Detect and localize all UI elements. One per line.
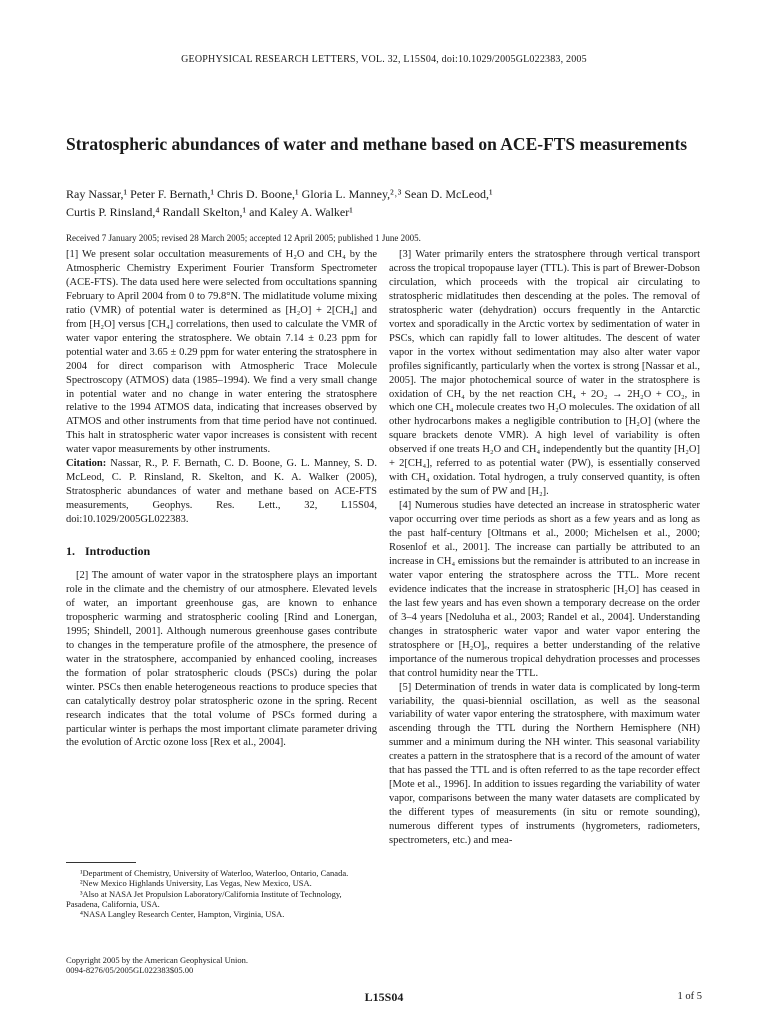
paper-title: Stratospheric abundances of water and methane based on ACE-FTS measurements (66, 134, 688, 154)
paragraph-2: [2] The amount of water vapor in the stratosphere plays an important role in the climate and the chemistry of our atmosphere. Elevated levels of water, an important greenhouse gas, are known to enhance tropospheric warming and stratospheric cooling [Rind and Lonergan, 1995; Shindell, 2001]. Although numerous greenhouse gases contribute to changes in the temperature profile of the atmosphere, the presence of water in the stratosphere, accompanied by enhanced cooling, increases the formation of polar stratospheric clouds (PSCs) during the polar winter. PSCs then enable heterogeneous reactions to produce species that can catalytically destroy polar stratospheric ozone in the spring. Recent research indicates that the total volume of PSCs formed during a particular winter is perhaps the most important climate parameter driving the evolution of Arctic ozone loss [Rex et al., 2004]. (66, 570, 377, 749)
footnote-divider (66, 862, 136, 863)
affiliation-footnotes (66, 868, 377, 919)
running-head: GEOPHYSICAL RESEARCH LETTERS, VOL. 32, L15S04, doi:10.1029/2005GL022383, 2005 (181, 54, 587, 65)
author-line-1: Ray Nassar,¹ Peter F. Bernath,¹ Chris D. Boone,¹ Gloria L. Manney,²˒³ Sean D. McLeod,¹ (66, 187, 493, 201)
footnote: ⁴NASA Langley Research Center, Hampton, Virginia, USA. (80, 909, 285, 920)
right-column (389, 248, 700, 848)
citation (66, 457, 377, 527)
article-code: L15S04 (364, 990, 404, 1004)
copyright-line: Copyright 2005 by the American Geophysical Union. (66, 955, 249, 965)
citation-label: Citation: (66, 458, 107, 470)
paragraph-3: [3] Water primarily enters the stratosphere through vertical transport across the tropical tropopause layer (TTL). This is part of Brewer-Dobson circulation, which proceeds with the tropical air circulating to stratospheric midlatitudes then descending at the poles. The removal of stratospheric water (dehydration) occurs frequently in the Antarctic vortex and sporadically in the Arctic vortex by sedimentation of water in PSCs, which can rapidly fall to lower altitudes. The descent of water vapor in the vortex without sedimentation may also alter water vapor profiles significantly, particularly when the vortex is strong [Nassar et al., 2005]. The major photochemical source of water in the stratosphere is oxidation of CH₄ by the net reaction CH₄ + 2O₂ → 2H₂O + CO₂, in which one CH₄ molecule creates two H₂O molecules. The oxidation of all other hydrocarbons makes a negligible contribution to [H₂O] (where the square brackets denote VMR). A high level of variability is often observed if one treats H₂O and CH₄ independently but the quantity [H₂O] + 2[CH₄], referred to as potential water (PW), is essentially conserved with CH₄ oxidation. Total hydrogen, a truly conserved quantity, is often estimated by the sum of PW and [H₂]. (389, 249, 700, 498)
section-heading (66, 545, 377, 559)
footnote: ³Also at NASA Jet Propulsion Laboratory/California Institute of Technology, Pasadena, California, USA. (66, 888, 342, 909)
footnote: ¹Department of Chemistry, University of Waterloo, Waterloo, Ontario, Canada. (80, 868, 349, 878)
section-number: 1. (66, 544, 75, 559)
paragraph-4: [4] Numerous studies have detected an increase in stratospheric water vapor occurring over time periods as short as a few years and as long as the past half-century [Oltmans et al., 2000; Michelsen et al., 2000; Rosenlof et al., 2001]. The increase can partially be attributed to an increase in CH₄ emissions but the remainder is attributed to an increase in water vapor entering the stratosphere across the TTL. More recent evidence indicates that the increase in stratospheric [H₂O] has ceased in the last few years and has even shown a temporary decrease on the order of 3–4 years [Nedoluha et al., 2003; Randel et al., 2004]. Understanding changes in stratospheric water vapor and water vapor entering the stratosphere or [H₂O]ₑ, requires a better understanding of the relative importance of the numerous tropical dehydration processes and processes that control humidity near the TTL. (389, 500, 700, 679)
left-column (66, 248, 377, 750)
received-dates: Received 7 January 2005; revised 28 March 2005; accepted 12 April 2005; published 1 June 2005. (66, 233, 421, 243)
author-line-2: Curtis P. Rinsland,⁴ Randall Skelton,¹ and Kaley A. Walker¹ (66, 205, 353, 219)
page-number: 1 of 5 (677, 991, 702, 1002)
issn-line: 0094-8276/05/2005GL022383$05.00 (66, 965, 194, 976)
citation-text: Nassar, R., P. F. Bernath, C. D. Boone, G. L. Manney, S. D. McLeod, C. P. Rinsland, R. Skelton, and K. A. Walker (2005), Stratospheric abundances of water and methane based on ACE-FTS measurements, Geophys. Res. Lett., 32, L15S04, doi:10.1029/2005GL022383. (66, 458, 377, 526)
copyright-notice (66, 955, 377, 976)
paragraph-5: [5] Determination of trends in water data is complicated by long-term variability, the quasi-biennial oscillation, as well as the seasonal variability of water vapor entering the stratosphere, with maximum water ascending through the TTL during the Northern Hemisphere (NH) summer and a minimum during the NH winter. This seasonal variability creates a pattern in the stratosphere that is a record of the amount of water that has passed the TTL and is often referred to as the tape recorder effect [Mote et al., 1996]. In addition to issues regarding the variability of water vapor, comparisons between the many water datasets are complicated by the different types of measurements (in situ or remote sounding), numerous different types of instruments (hygrometers, radiometers, spectrometers, etc.) and mea- (389, 681, 700, 847)
footnote: ²New Mexico Highlands University, Las Vegas, New Mexico, USA. (80, 878, 312, 889)
abstract: [1] We present solar occultation measurements of H₂O and CH₄ by the Atmospheric Chemistry Experiment Fourier Transform Spectrometer (ACE-FTS). The data used here were selected from occultations spanning February to April 2004 from 0 to 79.8°N. The midlatitude volume mixing ratio (VMR) of potential water is determined as [H₂O] + 2[CH₄] and from [H₂O] versus [CH₄] correlations, then used to calculate the VMR of water vapor entering the stratosphere. We obtain 7.14 ± 0.23 ppm for potential water and 3.65 ± 0.29 ppm for water entering the stratosphere in 2004 for direct comparison with Atmospheric Trace Molecule Spectroscopy (ATMOS) data (1985–1994). We find a very small change in potential water and no change in water entering the stratosphere relative to the 1994 ATMOS data, indicating that increases observed by ATMOS and other instruments from that time period have not continued. This halt in stratospheric water vapor increases is consistent with recent water vapor measurements by other instruments. (66, 249, 377, 456)
section-title: Introduction (85, 544, 151, 559)
author-list (66, 185, 706, 221)
